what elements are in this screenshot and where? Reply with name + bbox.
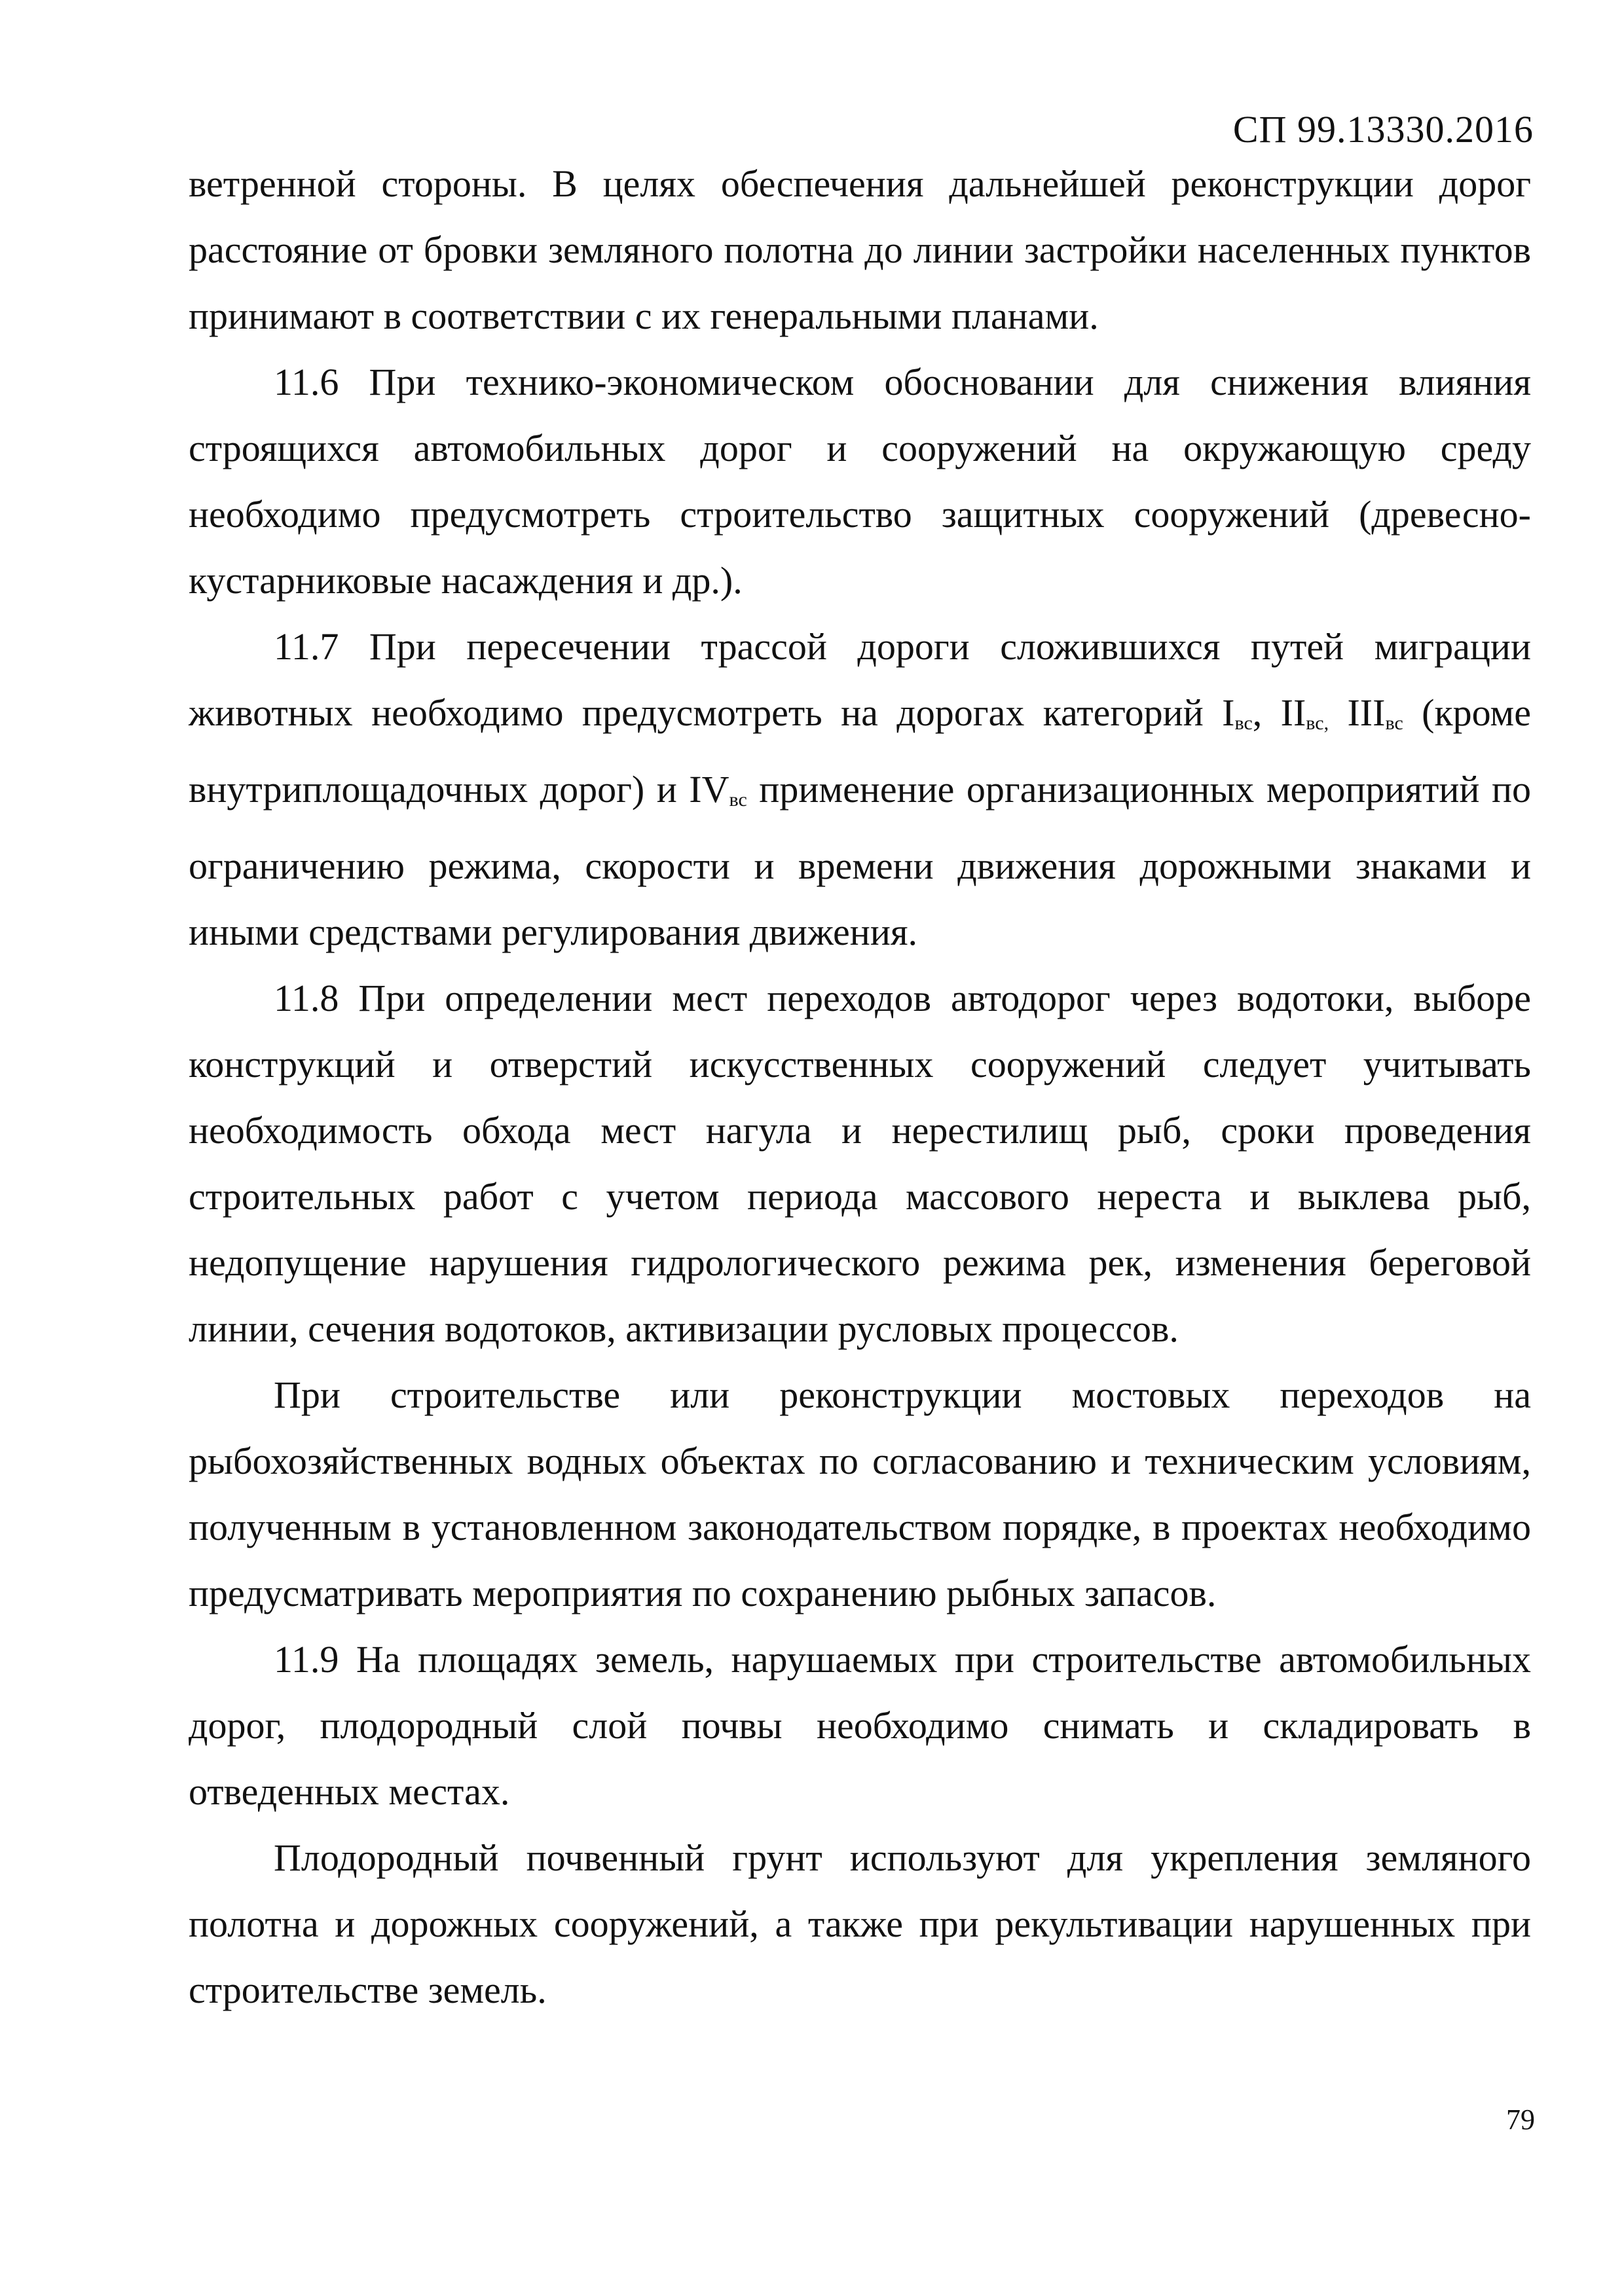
paragraph-11-9: 11.9 На площадях земель, нарушаемых при строительстве автомобильных дорог, плодородный слой почвы необходимо снимать и складировать в отведенных местах. — [189, 1638, 1531, 1813]
document-code: СП 99.13330.2016 — [1232, 108, 1534, 151]
subscript-vs-2: вс, — [1306, 712, 1329, 734]
document-body — [189, 151, 1531, 2023]
paragraph-11-7-text-2: , II — [1252, 691, 1306, 734]
paragraph-fertile-soil: Плодородный почвенный грунт используют для укрепления земляного полотна и дорожных сооружений, а также при рекультивации нарушенных при строительстве земель. — [189, 1836, 1531, 2011]
page-number: 79 — [1506, 2104, 1535, 2136]
paragraph-11-7-text-3: III — [1329, 691, 1386, 734]
paragraph-11-7-text-4: (кроме внутриплощадочных дорог) и IV — [189, 691, 1531, 811]
subscript-vs-4: вс — [729, 789, 747, 811]
subscript-vs-1: вс — [1234, 712, 1253, 734]
paragraph-11-7-text-1: 11.7 При пересечении трассой дороги сложившихся путей миграции животных необходимо предусмотреть на дорогах категорий I — [189, 625, 1531, 734]
paragraph-11-6: 11.6 При технико-экономическом обосновании для снижения влияния строящихся автомобильных дорог и сооружений на окружающую среду необходимо предусмотреть строительство защитных сооружений (древесно-кустарниковые насаждения и др.). — [189, 361, 1531, 602]
paragraph-11-8: 11.8 При определении мест переходов автодорог через водотоки, выборе конструкций и отверстий искусственных сооружений следует учитывать необходимость обхода мест нагула и нерестилищ рыб, сроки проведения строительных работ с учетом периода массового нереста и выклева рыб, недопущение нарушения гидрологического режима рек, изменения береговой линии, сечения водотоков, активизации русловых процессов. — [189, 977, 1531, 1350]
paragraph-continuation: ветренной стороны. В целях обеспечения дальнейшей реконструкции дорог расстояние от бровки земляного полотна до линии застройки населенных пунктов принимают в соответствии с их генеральными планами. — [189, 162, 1531, 337]
paragraph-11-7 — [189, 613, 1531, 965]
subscript-vs-3: вс — [1385, 712, 1403, 734]
paragraph-11-7-text-5: применение организационных мероприятий по ограничению режима, скорости и времени движения дорожными знаками и иными средствами регулирования движения. — [189, 768, 1531, 953]
paragraph-bridge-crossings: При строительстве или реконструкции мостовых переходов на рыбохозяйственных водных объектах по согласованию и техническим условиям, полученным в установленном законодательством порядке, в проектах необходимо предусматривать мероприятия по сохранению рыбных запасов. — [189, 1374, 1531, 1614]
